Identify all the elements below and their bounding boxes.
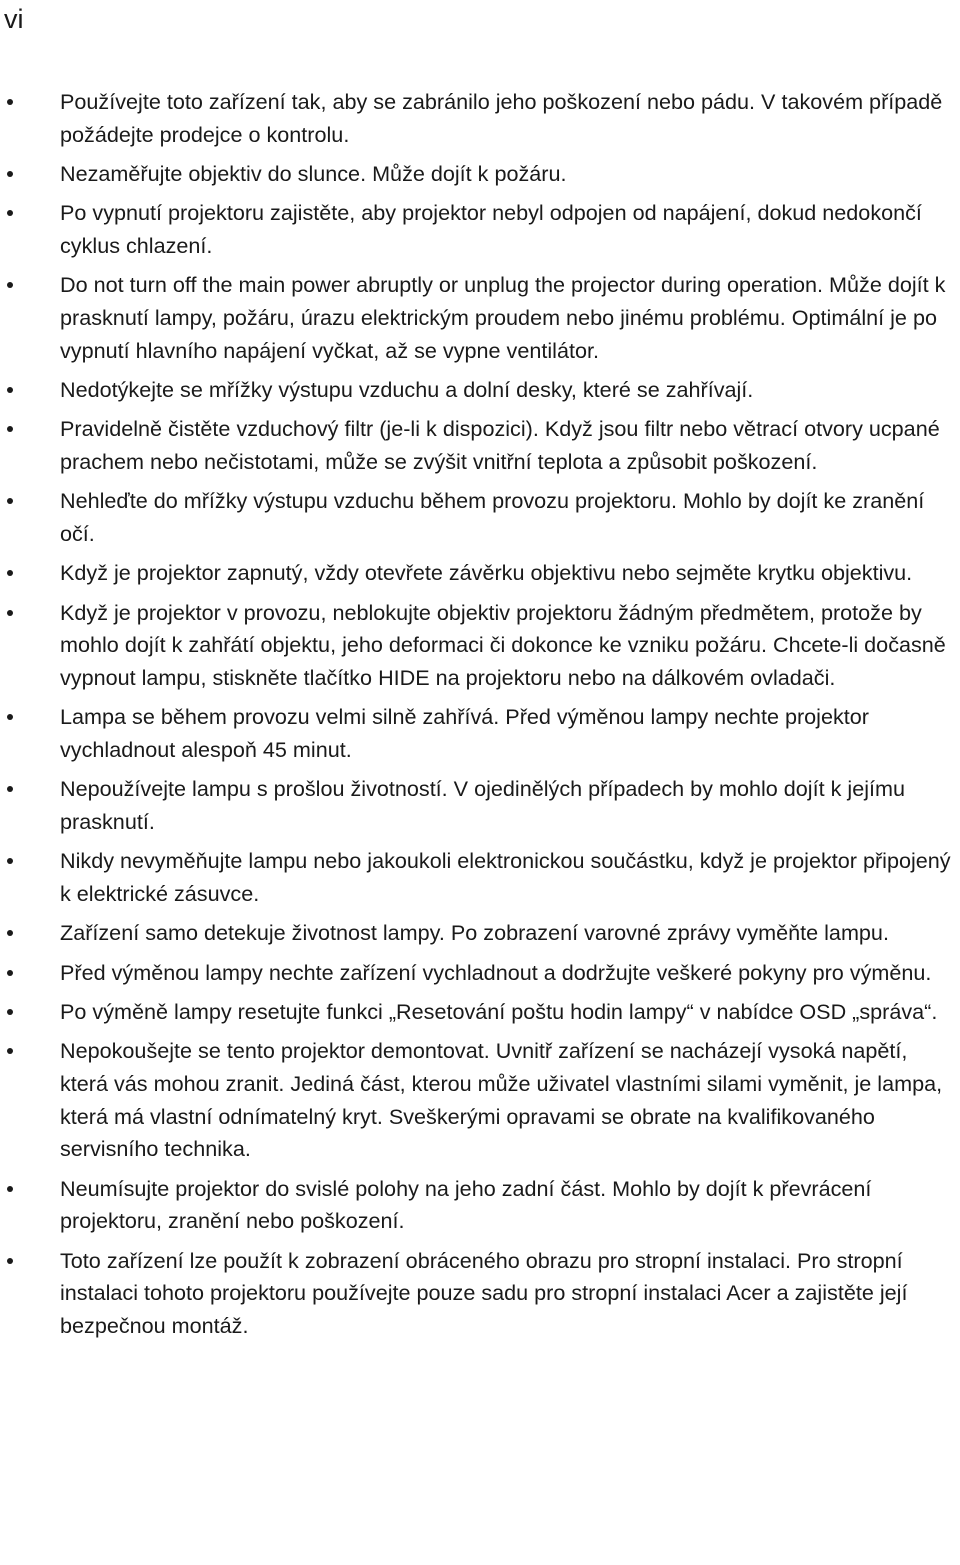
list-item xyxy=(0,158,960,191)
bullet-icon xyxy=(7,498,13,504)
list-item-text: Po vypnutí projektoru zajistěte, aby projektor nebyl odpojen od napájení, dokud nedokončí cyklus chlazení. xyxy=(60,200,922,258)
list-item-text: Nezaměřujte objektiv do slunce. Může dojít k požáru. xyxy=(60,160,567,186)
list-item-text: Před výměnou lampy nechte zařízení vychladnout a dodržujte veškeré pokyny pro výměnu. xyxy=(60,959,932,985)
bullet-icon xyxy=(7,786,13,792)
bullet-icon xyxy=(7,1048,13,1054)
list-item xyxy=(0,86,960,151)
list-item-text: Do not turn off the main power abruptly or unplug the projector during operation. Může dojít k prasknutí lampy, požáru, úrazu elektrickým proudem nebo jinému problému. Optimální je po vypnutí hlavního napájení vyčkat, až se vypne ventilátor. xyxy=(60,272,946,363)
bullet-icon xyxy=(7,426,13,432)
list-item xyxy=(0,701,960,766)
list-item xyxy=(0,1173,960,1238)
list-item xyxy=(0,557,960,590)
bullet-icon xyxy=(7,1186,13,1192)
bullet-icon xyxy=(7,1009,13,1015)
bullet-icon xyxy=(7,282,13,288)
bullet-icon xyxy=(7,387,13,393)
list-item xyxy=(0,917,960,950)
list-item xyxy=(0,485,960,550)
list-item-text: Neumísujte projektor do svislé polohy na jeho zadní část. Mohlo by dojít k převrácení projektoru, zranění nebo poškození. xyxy=(60,1175,872,1234)
bullet-icon xyxy=(7,99,13,105)
bullet-icon xyxy=(7,858,13,864)
bullet-icon xyxy=(7,1258,13,1264)
list-item-text: Pravidelně čistěte vzduchový filtr (je-li k dispozici). Když jsou filtr nebo větrací otvory ucpané prachem nebo nečistotami, může se zvýšit vnitřní teplota a způsobit poškození. xyxy=(60,416,940,474)
list-item-text: Lampa se během provozu velmi silně zahřívá. Před výměnou lampy nechte projektor vychladnout alespoň 45 minut. xyxy=(60,704,869,762)
list-item-text: Nehleďte do mřížky výstupu vzduchu během provozu projektoru. Mohlo by dojít ke zranění očí. xyxy=(60,488,925,546)
page-number: vi xyxy=(4,4,24,34)
list-item-text: Zařízení samo detekuje životnost lampy. Po zobrazení varovné zprávy vyměňte lampu. xyxy=(60,920,889,946)
list-item-text: Když je projektor zapnutý, vždy otevřete závěrku objektivu nebo sejměte krytku objektivu. xyxy=(60,560,913,586)
bullet-icon xyxy=(7,570,13,576)
list-item xyxy=(0,413,960,478)
list-item-text: Nepokoušejte se tento projektor demontovat. Uvnitř zařízení se nacházejí vysoká napětí, která vás mohou zranit. Jediná část, kterou může uživatel vlastními silami vyměnit, je lampa, která má vlastní odnímatelný kryt. Sveškerými opravami se obrate na kvalifikovaného servisního technika. xyxy=(60,1038,943,1162)
bullet-icon xyxy=(7,714,13,720)
bullet-icon xyxy=(7,930,13,936)
list-item-text: Nedotýkejte se mřížky výstupu vzduchu a dolní desky, které se zahřívají. xyxy=(60,376,754,402)
list-item-text: Nepoužívejte lampu s prošlou životností. V ojedinělých případech by mohlo dojít k jejímu prasknutí. xyxy=(60,776,906,834)
bullet-icon xyxy=(7,970,13,976)
bullet-icon xyxy=(7,171,13,177)
list-item-text: Používejte toto zařízení tak, aby se zabránilo jeho poškození nebo pádu. V takovém případě požádejte prodejce o kontrolu. xyxy=(60,89,943,147)
list-item xyxy=(0,1245,960,1343)
list-item-text: Když je projektor v provozu, neblokujte objektiv projektoru žádným předmětem, protože by mohlo dojít k zahřátí objektu, jeho deformaci či dokonce ke vzniku požáru. Chcete-li dočasně vypnout lampu, stiskněte tlačítko HIDE na projektoru nebo na dálkovém ovladači. xyxy=(60,599,946,690)
list-item xyxy=(0,1035,960,1165)
list-item xyxy=(0,374,960,407)
list-item xyxy=(0,845,960,910)
list-item xyxy=(0,597,960,695)
list-item-text: Nikdy nevyměňujte lampu nebo jakoukoli elektronickou součástku, když je projektor připojený k elektrické zásuvce. xyxy=(60,848,951,906)
bullet-icon xyxy=(7,210,13,216)
list-item-text: Po výměně lampy resetujte funkci „Resetování poštu hodin lampy“ v nabídce OSD „správa“. xyxy=(60,999,938,1024)
list-item xyxy=(0,996,960,1029)
list-item xyxy=(0,269,960,367)
bullet-icon xyxy=(7,610,13,616)
safety-instructions-list xyxy=(0,86,960,1349)
list-item xyxy=(0,197,960,262)
list-item xyxy=(0,773,960,838)
list-item-text: Toto zařízení lze použít k zobrazení obráceného obrazu pro stropní instalaci. Pro stropní instalaci tohoto projektoru používejte pouze sadu pro stropní instalaci Acer a zajistěte její bezpečnou montáž. xyxy=(60,1247,908,1338)
list-item xyxy=(0,957,960,990)
